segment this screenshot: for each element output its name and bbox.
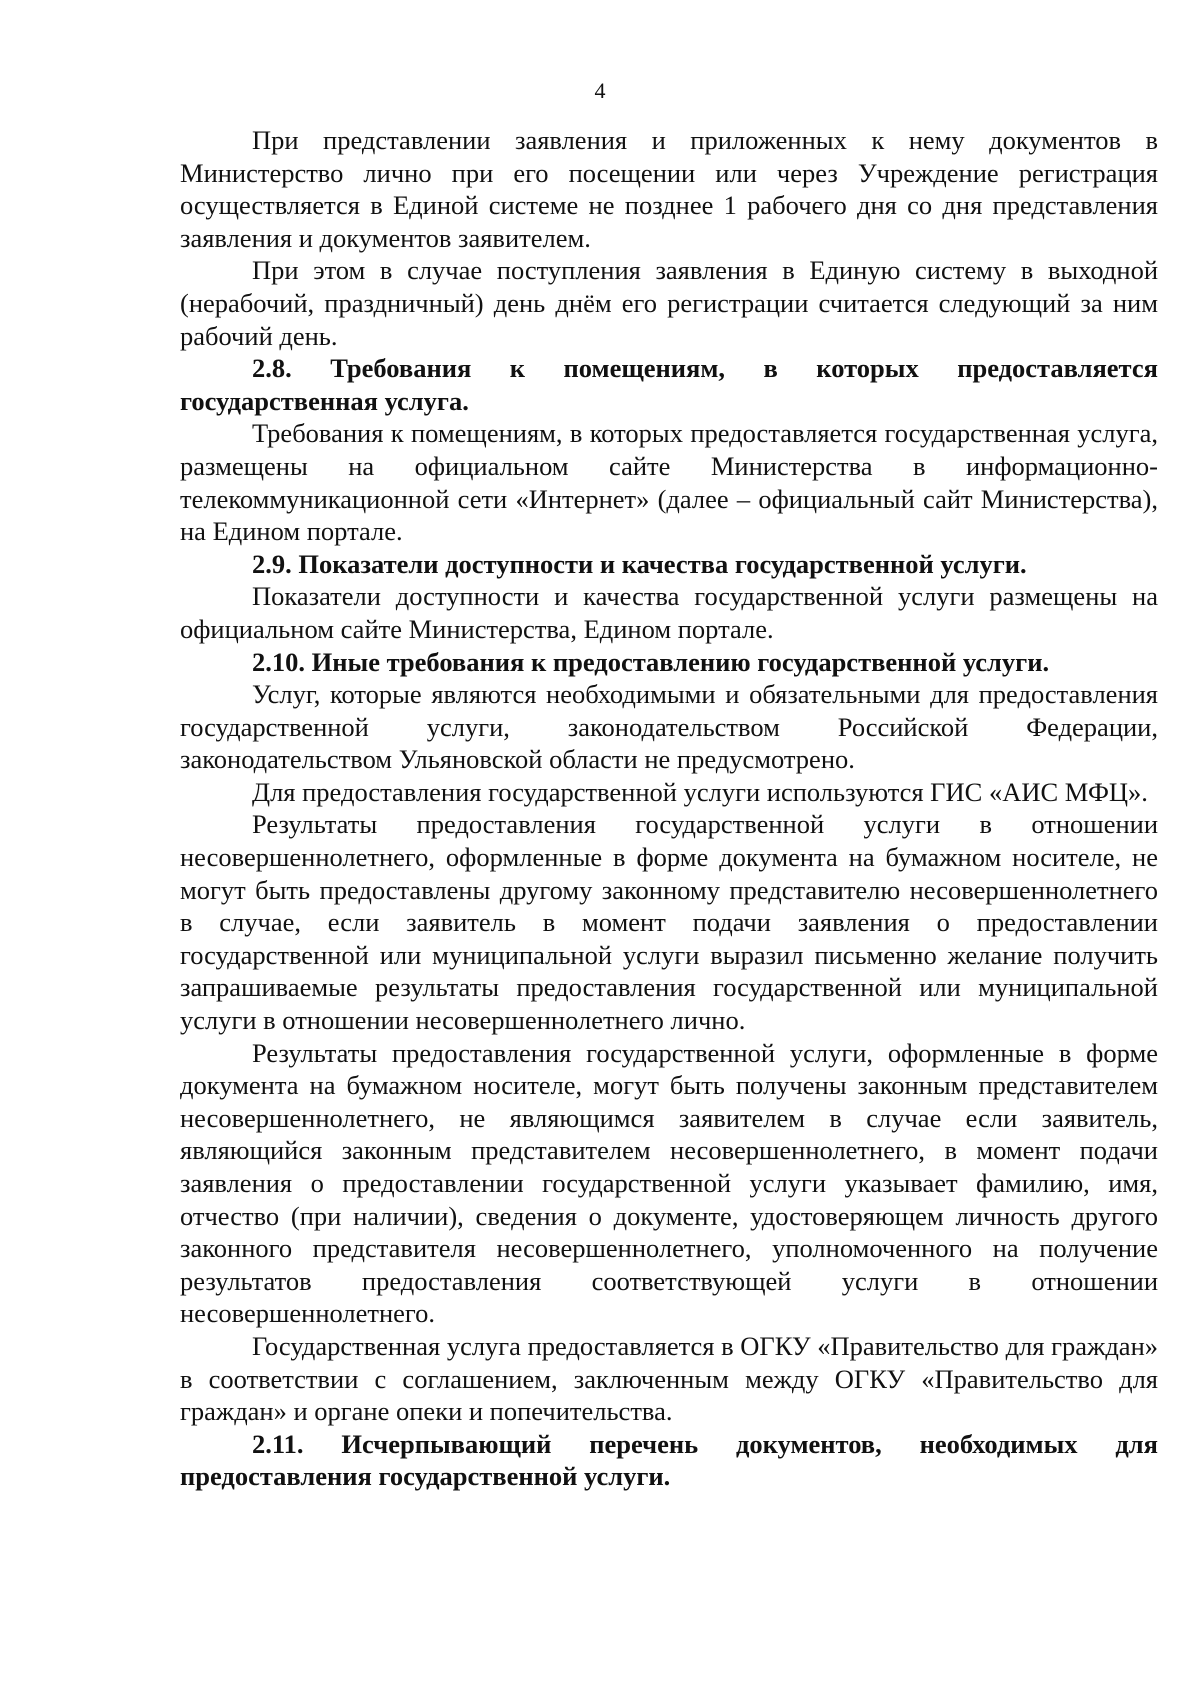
paragraph-premises-requirements: Требования к помещениям, в которых предоставляется государственная услуга, размещены на официальном сайте Министерства в информационно-телекоммуникационной сети «Интернет» (далее – официальный сайт Министерства), на Едином портале.	[180, 418, 1158, 547]
paragraph-results-representative: Результаты предоставления государственной услуги, оформленные в форме документа на бумажном носителе, могут быть получены законным представителем несовершеннолетнего, не являющимся заявителем в случае если заявитель, являющийся законным представителем несовершеннолетнего, в момент подачи заявления о предоставлении государственной услуги указывает фамилию, имя, отчество (при наличии), сведения о документе, удостоверяющем личность другого законного представителя несовершеннолетнего, уполномоченного на получение результатов предоставления соответствующей услуги в отношении несовершеннолетнего.	[180, 1037, 1158, 1329]
document-body	[180, 124, 1158, 1493]
paragraph-results-minor: Результаты предоставления государственной услуги в отношении несовершеннолетнего, оформленные в форме документа на бумажном носителе, не могут быть предоставлены другому законному представителю несовершеннолетнего в случае, если заявитель в момент подачи заявления о предоставлении государственной или муниципальной услуги выразил письменно желание получить запрашиваемые результаты предоставления государственной или муниципальной услуги в отношении несовершеннолетнего лично.	[180, 809, 1158, 1036]
paragraph-gis-aism: Для предоставления государственной услуги используются ГИС «АИС МФЦ».	[252, 776, 1148, 807]
paragraph-weekend-registration: При этом в случае поступления заявления в Единую систему в выходной (нерабочий, праздничный) день днём его регистрации считается следующий за ним рабочий день.	[180, 255, 1158, 351]
paragraph-ogku-agreement: Государственная услуга предоставляется в ОГКУ «Правительство для граждан» в соответствии с соглашением, заключенным между ОГКУ «Правительство для граждан» и органе опеки и попечительства.	[180, 1330, 1158, 1427]
section-heading-2-10: 2.10. Иные требования к предоставлению государственной услуги.	[252, 646, 1050, 677]
page-number: 4	[594, 78, 606, 103]
paragraph-required-services: Услуг, которые являются необходимыми и обязательными для предоставления государственной услуги, законодательством Российской Федерации, законодательством Ульяновской области не предусмотрено.	[180, 679, 1158, 775]
paragraph-quality-indicators: Показатели доступности и качества государственной услуги размещены на официальном сайте Министерства, Едином портале.	[180, 581, 1158, 644]
section-heading-2-11: 2.11. Исчерпывающий перечень документов, необходимых для предоставления государственной услуги.	[180, 1428, 1158, 1492]
section-heading-2-9: 2.9. Показатели доступности и качества государственной услуги.	[252, 548, 1027, 579]
paragraph-registration: При представлении заявления и приложенных к нему документов в Министерство лично при его посещении или через Учреждение регистрация осуществляется в Единой системе не позднее 1 рабочего дня со дня представления заявления и документов заявителем.	[180, 125, 1158, 253]
section-heading-2-8: 2.8. Требования к помещениям, в которых предоставляется государственная услуга.	[180, 353, 1158, 416]
